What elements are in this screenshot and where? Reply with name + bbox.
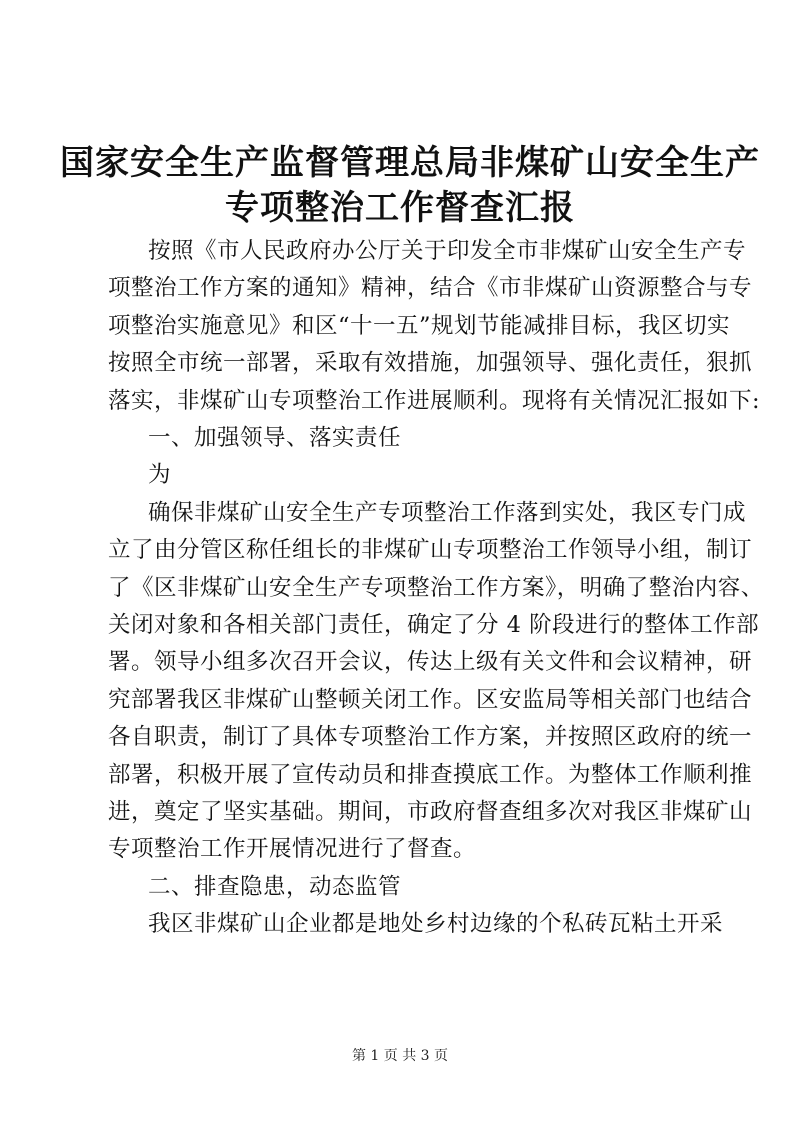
body-line: 立了由分管区称任组长的非煤矿山专项整治工作领导小组，制订 bbox=[108, 537, 753, 564]
body-line: 按照全市统一部署，采取有效措施，加强领导、强化责任，狠抓 bbox=[108, 350, 753, 377]
page-footer: 第 1 页 共 3 页 bbox=[351, 1048, 449, 1064]
body-line: 究部署我区非煤矿山整顿关闭工作。区安监局等相关部门也结合 bbox=[108, 686, 753, 713]
body-line: 按照《市人民政府办公厅关于印发全市非煤矿山安全生产专 bbox=[148, 238, 747, 264]
body-line: 确保非煤矿山安全生产专项整治工作落到实处，我区专门成 bbox=[148, 499, 747, 526]
body-line: 落实，非煤矿山专项整治工作进展顺利。现将有关情况汇报如下: bbox=[108, 387, 761, 414]
body-line: 了《区非煤矿山安全生产专项整治工作方案》，明确了整治内容、 bbox=[108, 574, 764, 601]
document-title-line1: 国家安全生产监督管理总局非煤矿山安全生产 bbox=[60, 143, 760, 183]
body-line: 项整治工作方案的通知》精神，结合《市非煤矿山资源整合与专 bbox=[108, 275, 753, 302]
body-line: 专项整治工作开展情况进行了督查。 bbox=[108, 836, 477, 863]
document-title-line2: 专项整治工作督查汇报 bbox=[225, 188, 575, 228]
body-line: 二、排查隐患，动态监管 bbox=[148, 873, 402, 900]
body-line: 为 bbox=[148, 462, 172, 489]
body-line: 署。领导小组多次召开会议，传达上级有关文件和会议精神，研 bbox=[108, 649, 753, 676]
body-line: 项整治实施意见》和区“十一五”规划节能减排目标，我区切实 bbox=[108, 312, 731, 339]
body-line: 我区非煤矿山企业都是地处乡村边缘的个私砖瓦粘土开采 bbox=[148, 911, 724, 938]
body-line: 关闭对象和各相关部门责任，确定了分 4 阶段进行的整体工作部 bbox=[108, 612, 760, 638]
body-line: 部署，积极开展了宣传动员和排查摸底工作。为整体工作顺利推 bbox=[108, 761, 753, 788]
body-line: 进，奠定了坚实基础。期间，市政府督查组多次对我区非煤矿山 bbox=[108, 799, 753, 825]
body-line: 一、加强领导、落实责任 bbox=[148, 425, 402, 451]
body-line: 各自职责，制订了具体专项整治工作方案，并按照区政府的统一 bbox=[108, 724, 753, 751]
